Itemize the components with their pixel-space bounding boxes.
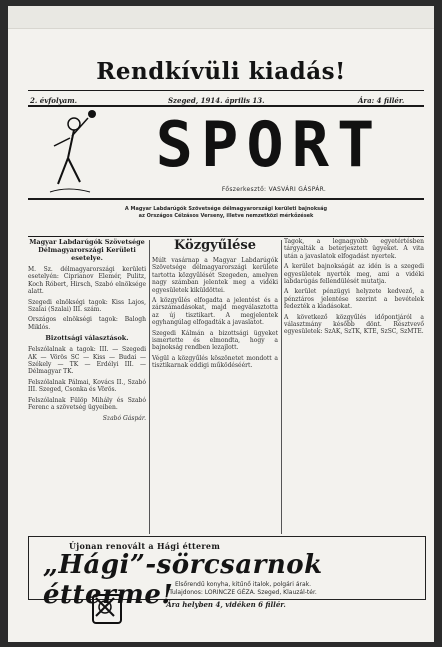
column-1-paragraph: M. Sz. délmagyarországi kerületi esetelyén: Ciprianov Elemér, Pulitz, Koch Róbert, Hirsch, Szabó elnöksége alatt. xyxy=(28,266,146,296)
ad-line-2: Tulajdonos: LORINCZE GÉZA. Szeged, Klauzál-tér. xyxy=(169,589,317,596)
column-1-paragraph: Felszólalnak Pálmai, Kovács II., Szabó III. Szeged, Csonka és Vörös. xyxy=(28,378,146,394)
ad-top-line: Újonan renovált a Hági étterem xyxy=(69,541,221,551)
column-1 xyxy=(28,238,146,425)
editor-line: Főszerkesztő: VASVÁRI GÁSPÁR. xyxy=(221,186,327,193)
column-3 xyxy=(284,238,424,339)
column-divider-2 xyxy=(281,240,282,534)
price-footer: Ára helyben 4, vidéken 6 fillér. xyxy=(166,600,286,609)
newspaper-page xyxy=(8,6,434,642)
notice-line-1: A Magyar Labdarúgók Szövetsége délmagyarországi kerületi bajnokság xyxy=(124,206,328,212)
column-1-paragraph: Felszólalnak a tagok: III. — Szegedi AK — Vörös SC — Kiss — Budai — Székely — TK — Erdélyi III. — Délmagyar TK. xyxy=(28,346,146,376)
column-2-title: Közgyűlése xyxy=(174,238,256,253)
dateline: Szeged, 1914. április 13. xyxy=(168,96,265,105)
column-1-title: Magyar Labdarúgók Szövetsége Délmagyarországi Kerületi esetelye. xyxy=(29,238,145,262)
column-2-paragraph: Végül a közgyűlés köszönetet mondott a tisztikarnak eddigi működéséért. xyxy=(152,354,278,370)
ad-main-title: „Hági”-sörcsarnok étterme! xyxy=(43,550,323,610)
masthead-title: SPORT xyxy=(155,108,383,181)
library-stamp-icon xyxy=(92,594,122,624)
price: Ára: 4 fillér. xyxy=(358,96,405,105)
notice-box xyxy=(28,198,424,237)
football-player-illustration xyxy=(28,106,108,206)
masthead xyxy=(116,109,422,181)
column-2 xyxy=(152,238,278,373)
column-1-paragraph: Szegedi elnökségi tagok: Kiss Lajos, Szalai (Szalai) III. szám. xyxy=(28,298,146,314)
column-3-paragraph: A kerület bajnokságát az idén is a szegedi egyesületek nyerték meg, ami a vidéki labdarúgás fellendülését mutatja. xyxy=(284,263,424,286)
page-headline: Rendkívüli kiadás! xyxy=(96,58,346,85)
ad-line-1: Elsőrendű konyha, kitűnő italok, polgári árak. xyxy=(174,581,312,588)
column-1-paragraph: Felszólalnak Fülöp Mihály és Szabó Ferenc a szövetség ügyeiben. xyxy=(28,396,146,412)
column-2-paragraph: Múlt vasárnap a Magyar Labdarúgók Szövetsége délmagyarországi kerülete tartotta közgyűlését Szegeden, amelyen nagy számban jelentek meg a vidéki egyesületek kiküldöttei. xyxy=(152,257,278,294)
issue-number: 2. évfolyam. xyxy=(30,96,78,105)
column-3-paragraph: A kerület pénzügyi helyzete kedvező, a pénztáros jelentése szerint a bevételek fedezték a kiadásokat. xyxy=(284,288,424,311)
column-3-paragraph: A következő közgyűlés időpontjáról a választmány később dönt. Résztvevő egyesületek: SzAK, SzTK, KTE, SzSC, SzMTE. xyxy=(284,313,424,336)
column-2-paragraph: Szegedi Kálmán a bizottsági ügyeket ismertette és elmondta, hogy a bajnokság rendben lezajlott. xyxy=(152,329,278,352)
column-1-paragraph: Országos elnökségi tagok: Balogh Miklós. xyxy=(28,316,146,331)
column-divider-1 xyxy=(149,240,150,534)
column-1-subtitle: Bizottsági választások. xyxy=(45,334,129,343)
binding-strip xyxy=(8,6,434,29)
column-3-paragraph: Tagok, a legnagyobb egyetértésben tárgyalták a beterjesztett ügyeket. A vita után a javaslatok elfogadást nyertek. xyxy=(284,238,424,260)
column-2-paragraph: A közgyűlés elfogadta a jelentést és a zárszámadásokat, majd megválasztotta az új tisztikart. A megjelentek egyhangúlag elfogadták a javaslatot. xyxy=(152,297,278,327)
notice-line-2: az Országos Célzásos Verseny, illetve nemzetközi mérkőzések xyxy=(138,213,314,219)
top-rule xyxy=(28,90,424,91)
column-1-signature: Szabó Gáspár. xyxy=(102,414,146,422)
